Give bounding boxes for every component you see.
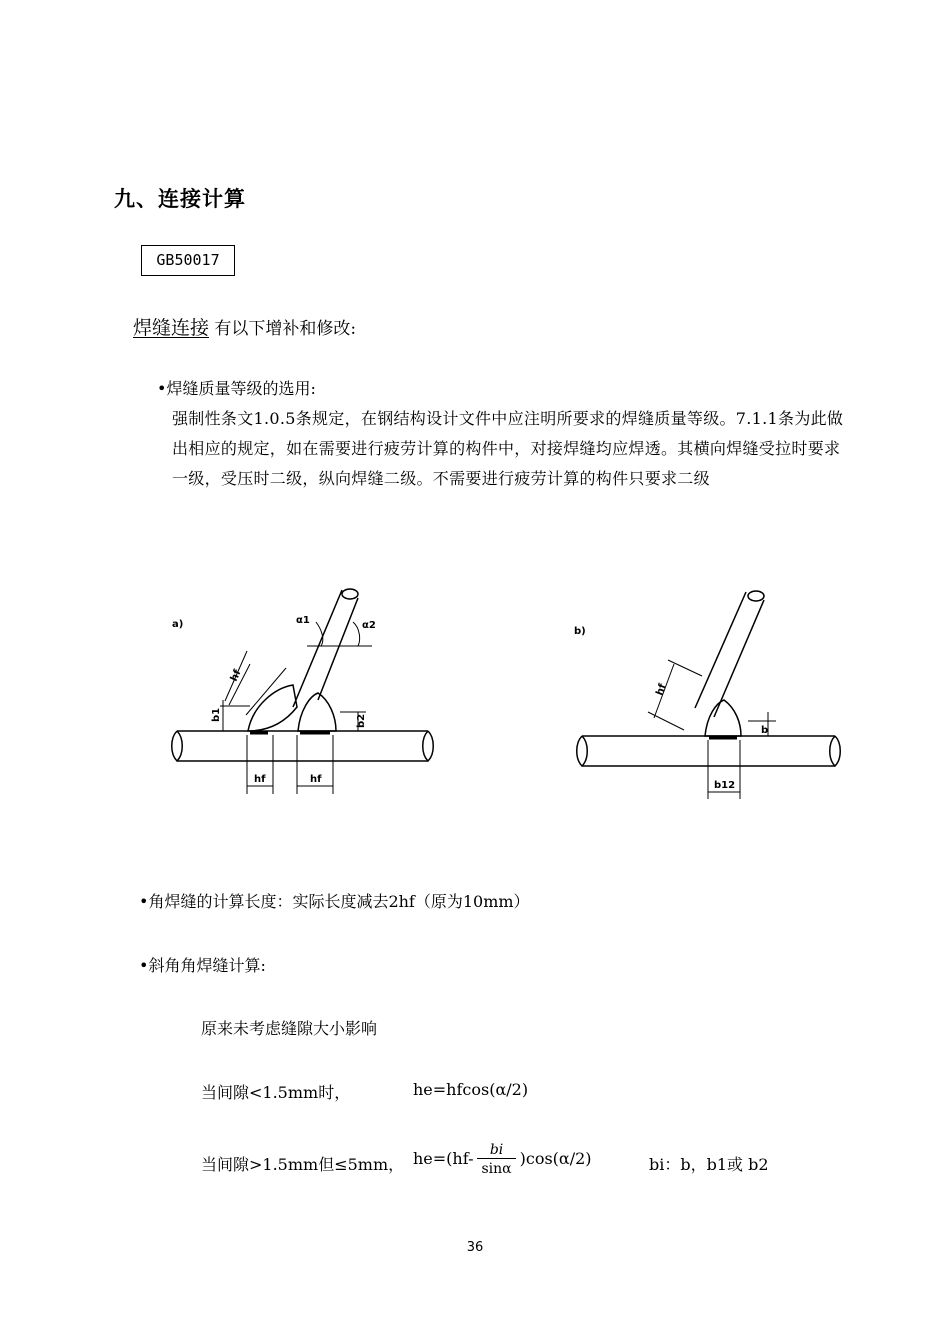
standard-code-box: GB50017 — [141, 245, 235, 276]
panel-a-plate — [172, 731, 434, 761]
case2-formula-left: he=(hf- — [413, 1149, 474, 1168]
panel-a-label: a) — [172, 619, 184, 630]
case1-condition: 当间隙<1.5mm时， — [201, 1083, 351, 1102]
case2-formula — [413, 1142, 592, 1177]
fraction-denominator: sinα — [481, 1161, 512, 1177]
panel-a-b2: b2 — [356, 713, 367, 728]
skew-weld-bullet: •斜角角焊缝计算: — [139, 956, 266, 975]
panel-b-weld — [705, 700, 741, 736]
fraction-numerator: bi — [477, 1142, 515, 1159]
weld-figure — [0, 570, 950, 810]
case2-note: bi：b，b1或 b2 — [649, 1155, 769, 1174]
panel-b-b: b — [761, 725, 769, 736]
page-number: 36 — [466, 1240, 484, 1255]
panel-a-b1: b1 — [211, 707, 222, 722]
panel-a-hf-slant: hf — [228, 668, 244, 684]
panel-a-weld-right — [298, 693, 336, 731]
section-title: 焊缝连接 — [133, 317, 210, 339]
case2-condition: 当间隙>1.5mm但≤5mm， — [201, 1155, 405, 1174]
section-suffix: 有以下增补和修改: — [214, 319, 357, 339]
panel-a-weld-left — [248, 685, 297, 731]
panel-b-hf-slant: hf — [654, 682, 669, 698]
page-heading: 九、连接计算 — [114, 187, 246, 211]
fillet-length-bullet: •角焊缝的计算长度：实际长度减去2hf（原为10mm） — [139, 892, 530, 911]
panel-a-hf-left: hf — [254, 774, 266, 785]
quality-paragraph: 强制性条文1.0.5条规定，在钢结构设计文件中应注明所要求的焊缝质量等级。7.1.1条为此做出相应的规定，如在需要进行疲劳计算的构件中，对接焊缝均应焊透。其横向焊缝受拉时要求一级，受压时二级，纵向焊缝二级。不需要进行疲劳计算的构件只要求二级 — [172, 409, 844, 488]
panel-a-alpha1: α1 — [296, 615, 310, 626]
panel-a-alpha2: α2 — [362, 620, 376, 631]
panel-b-b12: b12 — [714, 780, 736, 791]
panel-a-hf-right: hf — [310, 774, 322, 785]
panel-b-label: b) — [574, 626, 586, 637]
case2-fraction — [477, 1142, 515, 1177]
gap-note: 原来未考虑缝隙大小影响 — [201, 1019, 378, 1038]
case1-formula: he=hfcos(α/2) — [413, 1080, 529, 1099]
quality-bullet-title: •焊缝质量等级的选用: — [157, 379, 316, 398]
case2-formula-right: )cos(α/2) — [519, 1149, 592, 1168]
section-subheading — [133, 313, 356, 340]
panel-b-member — [695, 591, 764, 717]
panel-a-member — [293, 589, 358, 707]
